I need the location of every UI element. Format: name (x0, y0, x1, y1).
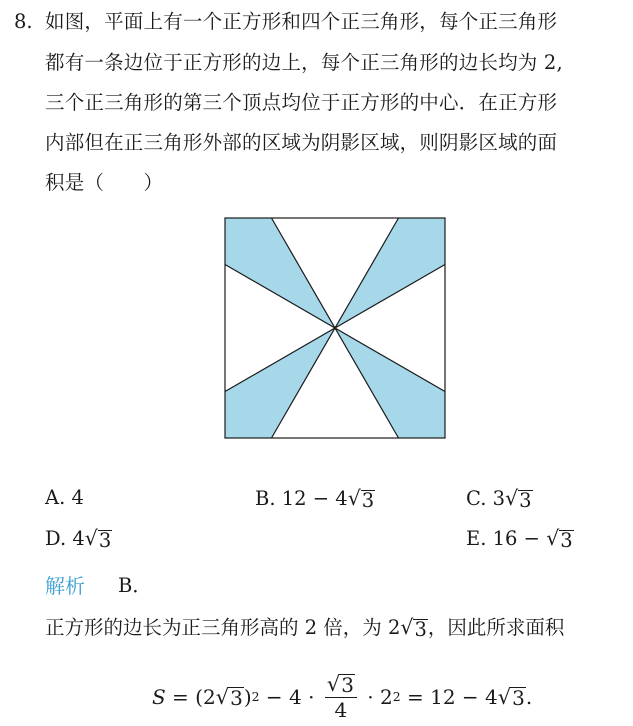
fraction: √ 3 4 (325, 672, 357, 722)
question-line-2: 都有一条边位于正方形的边上，每个正三角形的边长均为 2, (45, 51, 563, 74)
question-line-4: 内部但在正三角形外部的区域为阴影区域，则阴影区域的面 (45, 131, 558, 154)
shaded-region-top-left (225, 218, 335, 328)
solution-text: 正方形的边长为正三角形高的 2 倍，为 2 √ 3 ，因此所求面积 (45, 615, 565, 641)
shaded-region-bottom-right (335, 328, 445, 438)
shaded-region-bottom-left (225, 328, 335, 438)
question-number: 8. (14, 10, 33, 33)
solution-answer: B． (118, 574, 152, 597)
option-d: D. 4 √ 3 (45, 526, 112, 552)
solution-formula: S = (2 √ 3 ) 2 − 4 · √ 3 4 · 2 2 = 12 − 4 √ 3 . (152, 672, 533, 722)
question-line-3: 三个正三角形的第三个顶点均位于正方形的中心．在正方形 (45, 91, 558, 114)
option-c: C. 3 √ 3 (466, 486, 532, 512)
option-b: B. 12 − 4 √ 3 (255, 486, 375, 512)
option-e: E. 16 − √ 3 (466, 526, 573, 552)
solution-label: 解析 (45, 574, 85, 598)
question-line-1: 如图，平面上有一个正方形和四个正三角形，每个正三角形 (45, 10, 558, 33)
question-line-5: 积是（ ） (45, 171, 164, 194)
shaded-region-top-right (335, 218, 445, 328)
geometry-figure (224, 217, 446, 439)
option-a: A. 4 (45, 486, 84, 509)
